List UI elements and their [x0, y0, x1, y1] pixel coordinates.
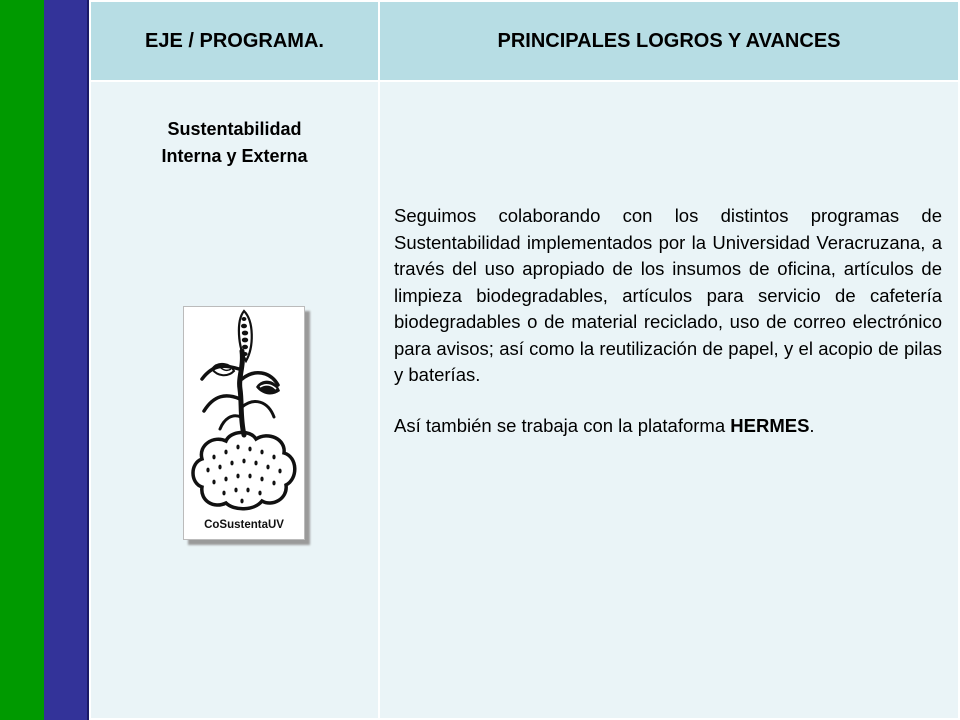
cosustentauv-logo: [183, 306, 305, 540]
paragraph-2-end: .: [809, 414, 815, 436]
achievements-content: [394, 203, 942, 439]
program-title: [91, 116, 378, 170]
achievements-paragraph-2: [394, 413, 942, 440]
header-eje-programa: EJE / PROGRAMA.: [90, 1, 379, 81]
achievements-paragraph-1: Seguimos colaborando con los distintos programas de Sustentabilidad implementados por la Universidad Veracruzana, a través del uso apropiado de los insumos de oficina, artículos de limpieza biodegradables, artículos para servicio de cafetería biodegradables o de material reciclado, uso de correo electrónico para avisos; así como la reutilización de papel, y el acopio de pilas y baterías.: [394, 205, 942, 385]
achievements-cell: [379, 81, 959, 719]
program-title-line1: Sustentabilidad: [167, 119, 302, 139]
left-blue-band: [44, 0, 87, 720]
achievements-table: [89, 0, 960, 720]
logo-text: CoSustentaUV: [204, 519, 284, 531]
program-cell: [90, 81, 379, 719]
corn-plant-icon: [184, 307, 304, 539]
table-header-row: [90, 1, 959, 81]
header-principales-logros: PRINCIPALES LOGROS Y AVANCES: [379, 1, 959, 81]
program-title-line2: Interna y Externa: [161, 146, 308, 166]
left-green-band: [0, 0, 44, 720]
paragraph-2-text: Así también se trabaja con la plataforma: [394, 414, 731, 436]
table-row: [90, 81, 959, 719]
hermes-platform-name: HERMES: [730, 414, 810, 436]
